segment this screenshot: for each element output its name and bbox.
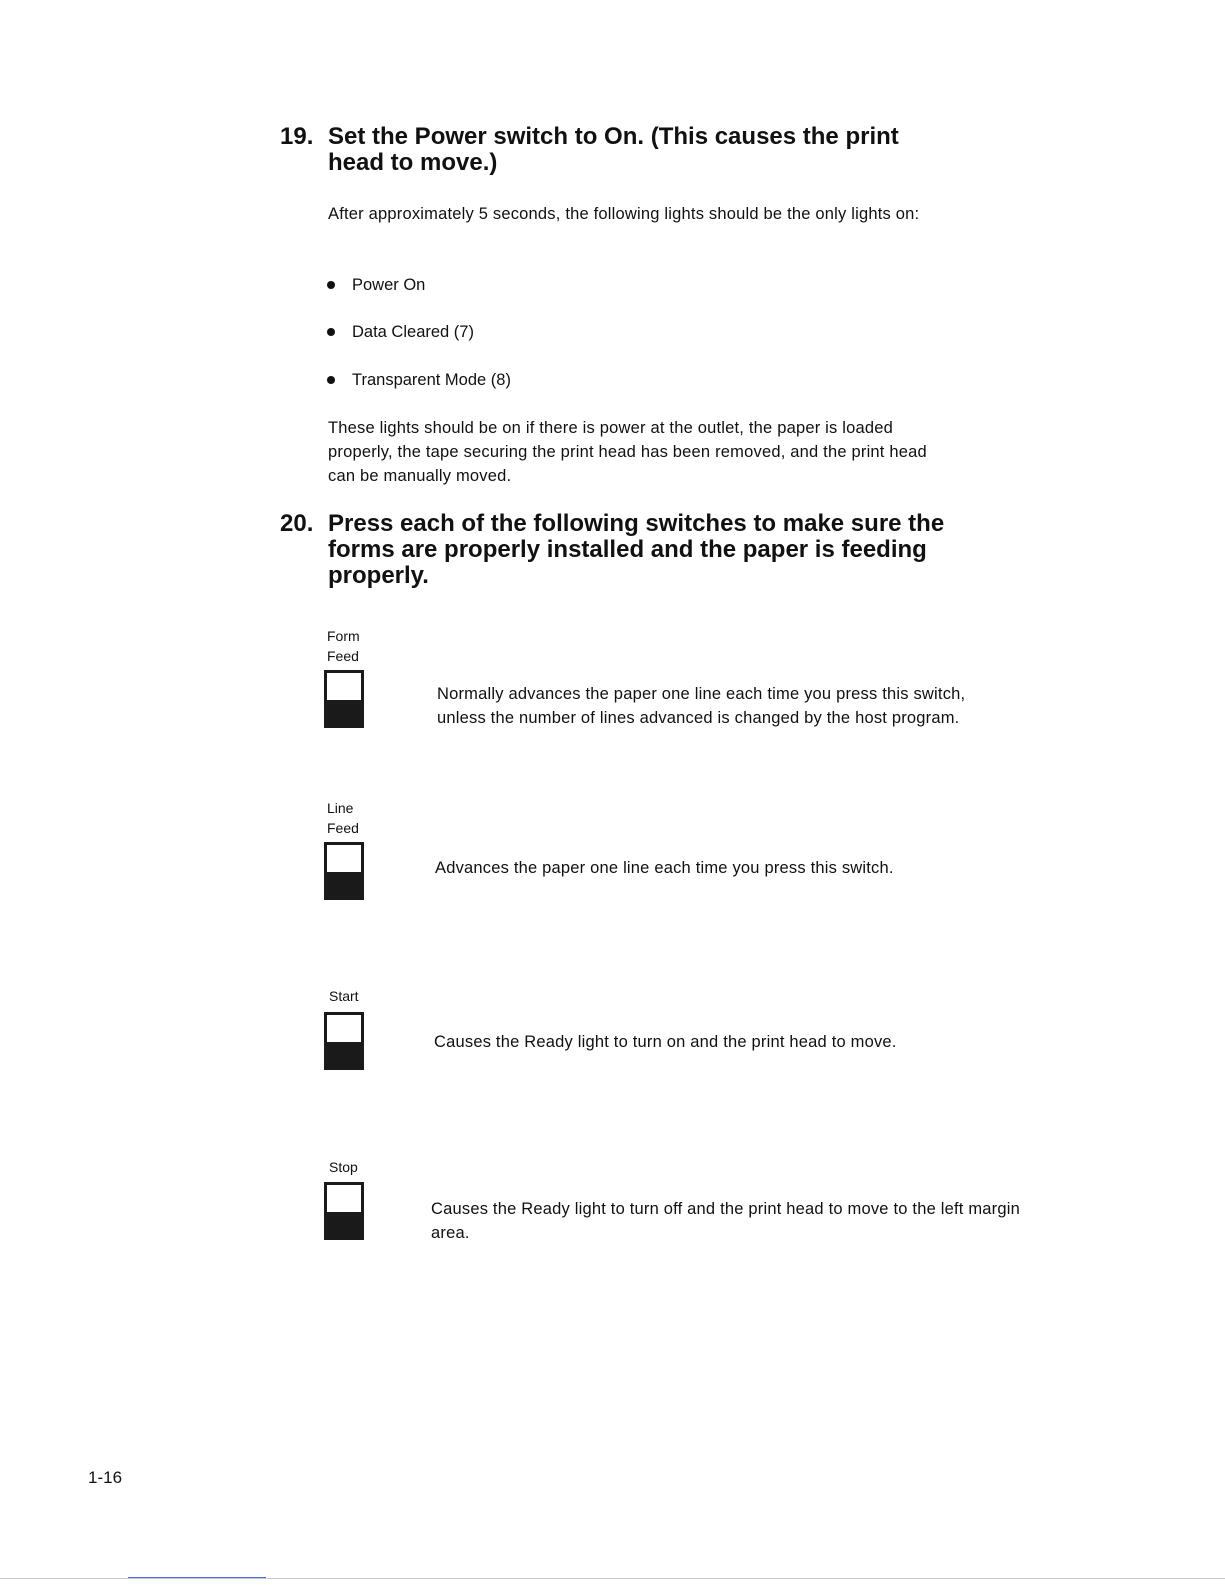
line-feed-switch-icon — [324, 842, 364, 900]
light-item-data-cleared — [352, 320, 474, 344]
light-item-label: Transparent Mode (8) — [352, 371, 511, 389]
form-feed-description: Normally advances the paper one line each time you press this switch, unless the number of lines advanced is changed by the host program. — [437, 685, 966, 727]
page-number: 1-16 — [88, 1468, 123, 1487]
step-19-title: Set the Power switch to On. (This causes the print head to move.) — [328, 123, 899, 176]
bullet-icon — [327, 281, 335, 289]
light-item-label: Data Cleared (7) — [352, 323, 474, 341]
step-19-note: These lights should be on if there is power at the outlet, the paper is loaded properly, the tape securing the print head has been removed, and the print head can be manually moved. — [328, 419, 927, 485]
page-bottom-border — [0, 1578, 1225, 1579]
bullet-icon — [327, 376, 335, 384]
line-feed-label: Line Feed — [327, 800, 359, 836]
step-20-number: 20. — [280, 510, 314, 537]
step-19-intro: After approximately 5 seconds, the following lights should be the only lights on: — [328, 205, 920, 223]
stop-switch-icon — [324, 1182, 364, 1240]
light-item-power-on — [352, 273, 425, 297]
light-item-label: Power On — [352, 276, 426, 294]
stop-description: Causes the Ready light to turn off and the print head to move to the left margin area. — [431, 1200, 1020, 1242]
bullet-icon — [327, 328, 335, 336]
light-item-transparent-mode — [352, 368, 511, 392]
form-feed-switch-icon — [324, 670, 364, 728]
line-feed-description: Advances the paper one line each time you press this switch. — [435, 859, 894, 877]
start-switch-icon — [324, 1012, 364, 1070]
step-20-title: Press each of the following switches to make sure the forms are properly installed and the paper is feeding properly. — [328, 510, 945, 589]
step-19-number: 19. — [280, 123, 314, 150]
form-feed-label: Form Feed — [327, 628, 360, 664]
page-bottom-accent-line — [128, 1577, 266, 1578]
start-label: Start — [329, 988, 359, 1004]
start-description: Causes the Ready light to turn on and the print head to move. — [434, 1033, 897, 1051]
stop-label: Stop — [329, 1159, 358, 1175]
